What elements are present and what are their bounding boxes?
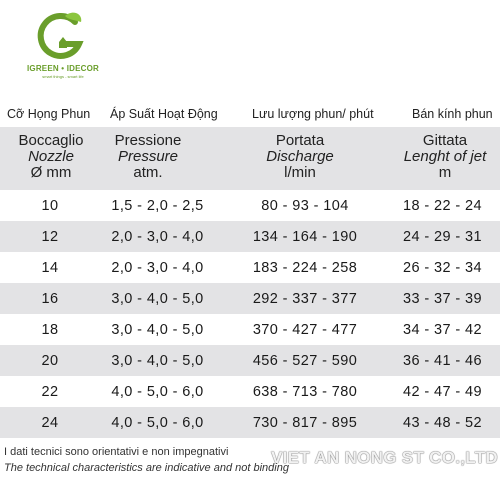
vn-header-discharge: Lưu lượng phun/ phút — [252, 107, 374, 121]
cell-nozzle: 10 — [41, 198, 59, 214]
vn-header-pressure: Áp Suất Hoạt Động — [110, 107, 218, 121]
cell-pressure: 4,0 - 5,0 - 6,0 — [111, 415, 204, 431]
header-range: Gittata Lenght of jet m — [403, 132, 487, 181]
table-row — [0, 376, 500, 407]
cell-nozzle: 16 — [41, 291, 59, 307]
cell-nozzle: 20 — [41, 353, 59, 369]
cell-nozzle: 12 — [41, 229, 59, 245]
cell-nozzle: 18 — [41, 322, 59, 338]
cell-range: 24 - 29 - 31 — [403, 229, 482, 245]
cell-discharge: 456 - 527 - 590 — [252, 353, 358, 369]
cell-discharge: 370 - 427 - 477 — [252, 322, 358, 338]
cell-range: 34 - 37 - 42 — [403, 322, 482, 338]
table-row — [0, 252, 500, 283]
cell-range: 36 - 41 - 46 — [403, 353, 482, 369]
cell-range: 43 - 48 - 52 — [403, 415, 482, 431]
footnote-italian: I dati tecnici sono orientativi e non impegnativi — [4, 446, 229, 458]
cell-discharge: 638 - 713 - 780 — [252, 384, 358, 400]
cell-pressure: 2,0 - 3,0 - 4,0 — [111, 260, 204, 276]
spec-table-body — [0, 190, 500, 438]
cell-discharge: 80 - 93 - 104 — [261, 198, 349, 214]
cell-pressure: 3,0 - 4,0 - 5,0 — [111, 322, 204, 338]
cell-discharge: 292 - 337 - 377 — [252, 291, 358, 307]
header-discharge: Portata Discharge l/min — [266, 132, 334, 181]
cell-range: 42 - 47 - 49 — [403, 384, 482, 400]
table-row — [0, 407, 500, 438]
logo-tagline: smart things - smart life — [42, 74, 84, 79]
logo-name: IGREEN • IDECOR — [26, 64, 100, 73]
cell-discharge: 134 - 164 - 190 — [252, 229, 358, 245]
cell-discharge: 183 - 224 - 258 — [252, 260, 358, 276]
table-row — [0, 221, 500, 252]
cell-nozzle: 22 — [41, 384, 59, 400]
cell-range: 18 - 22 - 24 — [403, 198, 482, 214]
cell-pressure: 2,0 - 3,0 - 4,0 — [111, 229, 204, 245]
cell-pressure: 4,0 - 5,0 - 6,0 — [111, 384, 204, 400]
brand-logo — [22, 10, 104, 90]
leaf-g-logo-icon — [35, 10, 91, 66]
table-header — [0, 127, 500, 190]
vietnamese-header-row — [0, 104, 500, 126]
table-row — [0, 314, 500, 345]
cell-pressure: 1,5 - 2,0 - 2,5 — [111, 198, 204, 214]
header-pressure: Pressione Pressure atm. — [114, 132, 182, 181]
footnote-english: The technical characteristics are indicative and not binding — [4, 462, 289, 474]
header-nozzle: Boccaglio Nozzle Ø mm — [18, 132, 84, 181]
cell-discharge: 730 - 817 - 895 — [252, 415, 358, 431]
vn-header-range: Bán kính phun — [412, 107, 493, 121]
cell-nozzle: 24 — [41, 415, 59, 431]
cell-pressure: 3,0 - 4,0 - 5,0 — [111, 291, 204, 307]
cell-range: 33 - 37 - 39 — [403, 291, 482, 307]
cell-nozzle: 14 — [41, 260, 59, 276]
company-watermark: VIET AN NONG ST CO.,LTD — [271, 448, 498, 467]
vn-header-nozzle: Cỡ Họng Phun — [7, 107, 91, 121]
table-row — [0, 190, 500, 221]
table-row — [0, 345, 500, 376]
cell-range: 26 - 32 - 34 — [403, 260, 482, 276]
table-row — [0, 283, 500, 314]
cell-pressure: 3,0 - 4,0 - 5,0 — [111, 353, 204, 369]
